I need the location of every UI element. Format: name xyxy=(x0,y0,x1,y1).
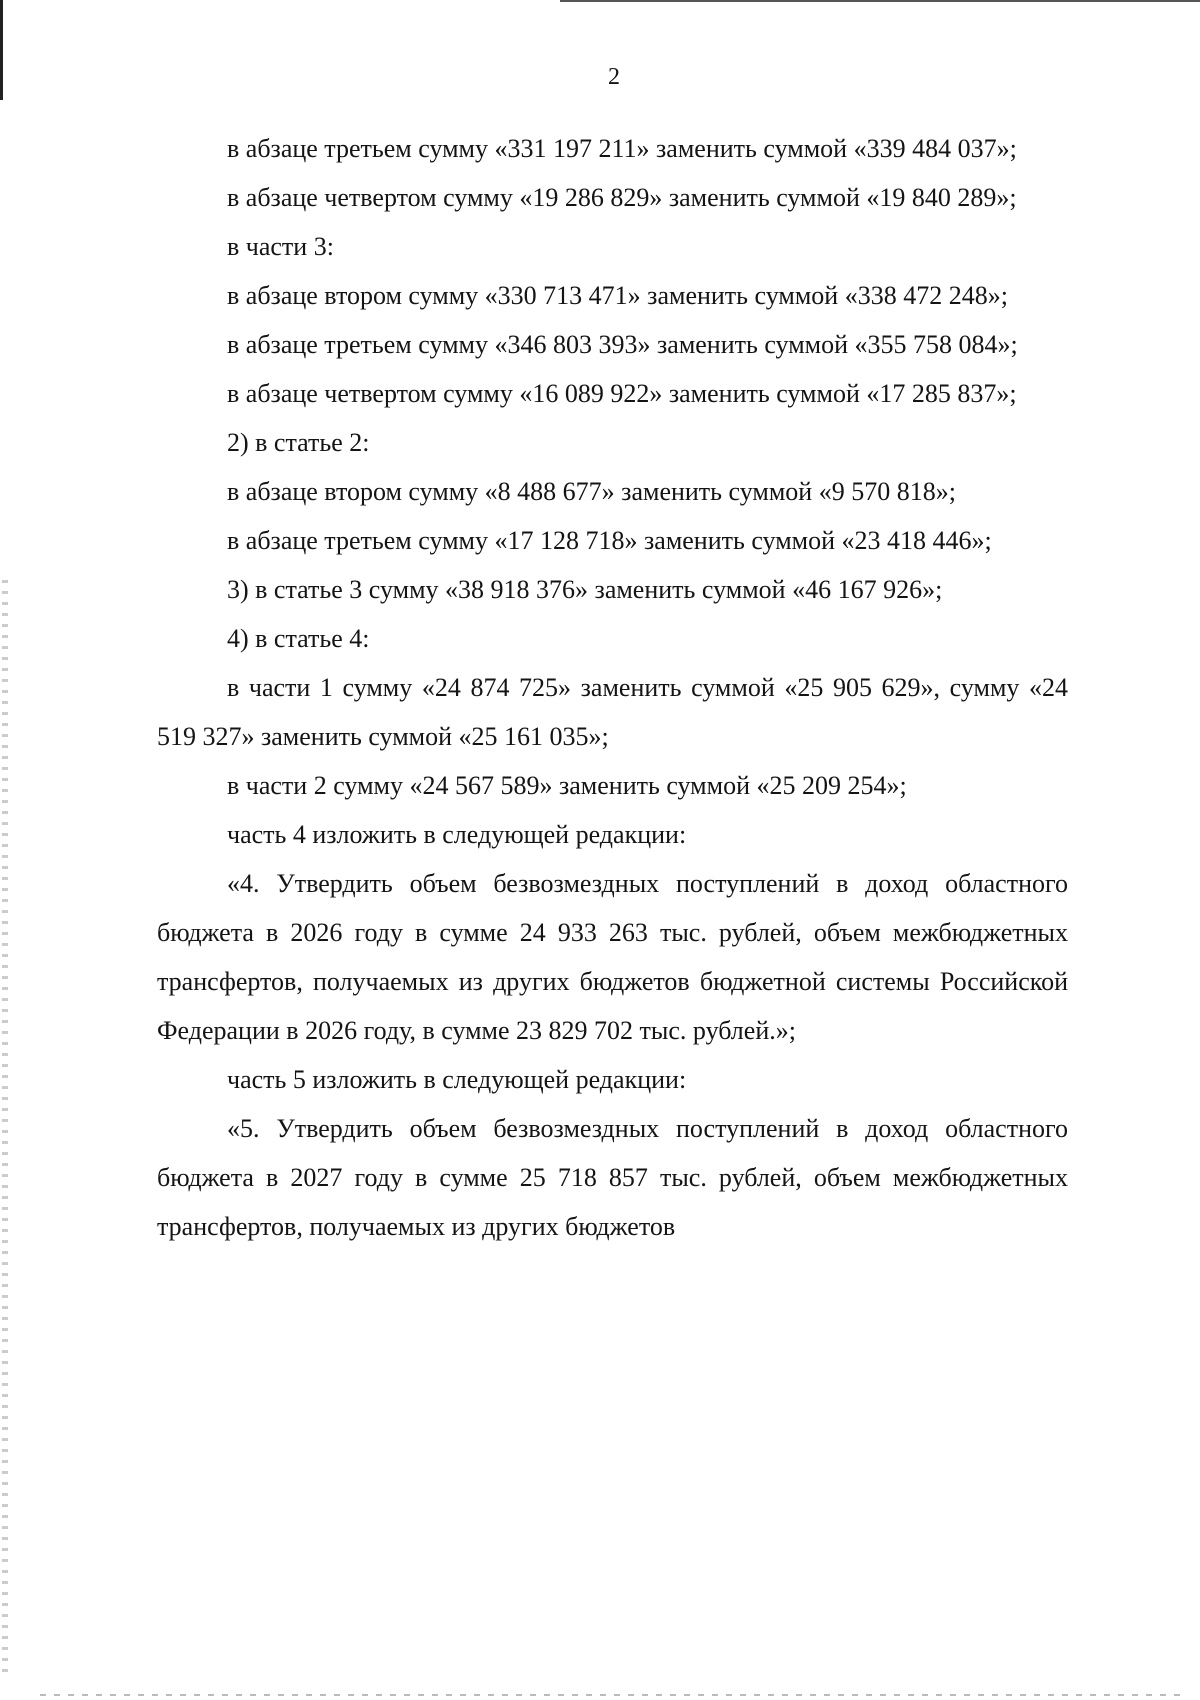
paragraph: «5. Утвердить объем безвозмездных поступлений в доход областного бюджета в 2027 году в сумме 25 718 857 тыс. рублей, объем межбюджетных трансфертов, получаемых из других бюджетов xyxy=(157,1114,1068,1241)
document-body xyxy=(157,124,1068,1251)
page-number: 2 xyxy=(608,64,620,90)
paragraph: в абзаце втором сумму «330 713 471» заменить суммой «338 472 248»; xyxy=(227,281,1008,310)
paragraph: часть 5 изложить в следующей редакции: xyxy=(227,1065,687,1094)
paragraph: в части 1 сумму «24 874 725» заменить суммой «25 905 629», сумму «24 519 327» заменить суммой «25 161 035»; xyxy=(157,673,1068,751)
scan-noise-left xyxy=(2,580,8,1680)
paragraph: в абзаце четвертом сумму «19 286 829» заменить суммой «19 840 289»; xyxy=(227,183,1017,212)
paragraph: в абзаце четвертом сумму «16 089 922» заменить суммой «17 285 837»; xyxy=(227,379,1017,408)
paragraph: в части 2 сумму «24 567 589» заменить суммой «25 209 254»; xyxy=(227,771,907,800)
paragraph: в абзаце третьем сумму «346 803 393» заменить суммой «355 758 084»; xyxy=(227,330,1018,359)
paragraph: «4. Утвердить объем безвозмездных поступлений в доход областного бюджета в 2026 году в сумме 24 933 263 тыс. рублей, объем межбюджетных трансфертов, получаемых из других бюджетов бюджетной системы Российской Федерации в 2026 году, в сумме 23 829 702 тыс. рублей.»; xyxy=(157,869,1068,1045)
paragraph: 2) в статье 2: xyxy=(227,428,370,457)
paragraph: 4) в статье 4: xyxy=(227,624,370,653)
paragraph: в абзаце третьем сумму «331 197 211» заменить суммой «339 484 037»; xyxy=(227,134,1017,163)
scan-noise-bottom xyxy=(40,1694,1180,1696)
paragraph: в абзаце втором сумму «8 488 677» заменить суммой «9 570 818»; xyxy=(227,477,956,506)
paragraph: 3) в статье 3 сумму «38 918 376» заменить суммой «46 167 926»; xyxy=(227,575,943,604)
paragraph: в части 3: xyxy=(227,232,334,261)
paragraph: часть 4 изложить в следующей редакции: xyxy=(227,820,687,849)
scan-edge-top xyxy=(560,0,1200,2)
paragraph: в абзаце третьем сумму «17 128 718» заменить суммой «23 418 446»; xyxy=(227,526,992,555)
